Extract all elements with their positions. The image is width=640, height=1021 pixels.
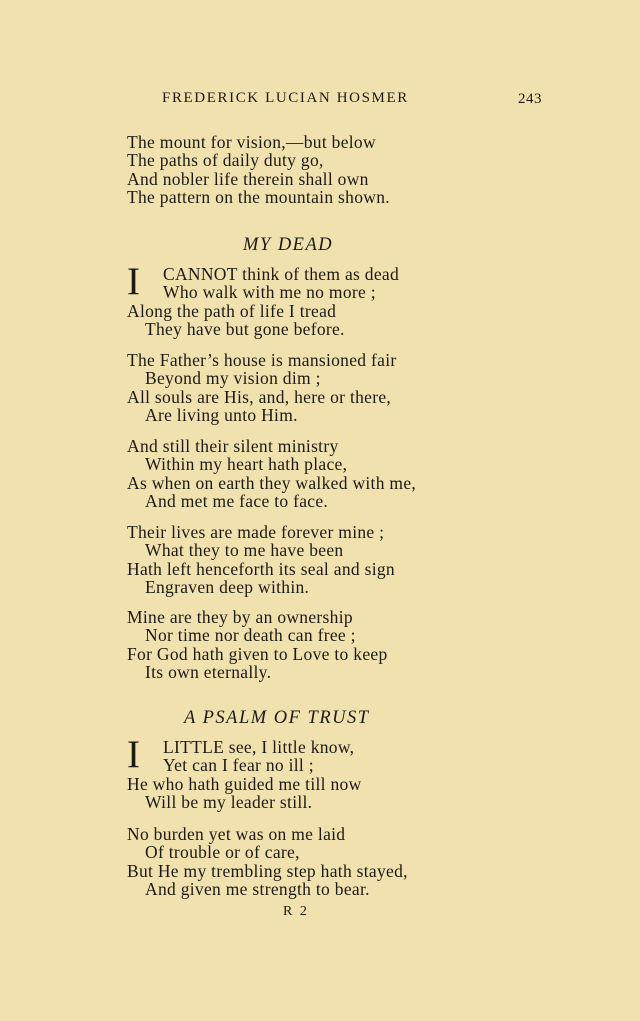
verse-line: No burden yet was on me laid [127, 824, 346, 844]
verse-line: Their lives are made forever mine ; [127, 522, 385, 542]
verse-line: Within my heart hath place, [145, 454, 348, 475]
verse-line: As when on earth they walked with me, [127, 472, 417, 493]
verse-line: CANNOT think of them as dead [163, 264, 400, 284]
verse-line: Hath left henceforth its seal and sign [127, 558, 395, 579]
running-title: FREDERICK LUCIAN HOSMER [162, 90, 409, 106]
poem1-stanza-4 [127, 523, 395, 597]
poem2-stanza-2 [127, 825, 408, 899]
poem1-stanza-3 [127, 437, 416, 511]
verse-line: What they to me have been [145, 540, 344, 561]
verse-line: Its own eternally. [145, 662, 272, 683]
poem-title-my-dead: MY DEAD [243, 235, 334, 255]
verse-line: All souls are His, and, here or there, [127, 386, 392, 407]
verse-line: But He my trembling step hath stayed, [127, 860, 408, 881]
verse-line: Beyond my vision dim ; [145, 368, 321, 389]
verse-line: Of trouble or of care, [145, 842, 300, 863]
verse-line: LITTLE see, I little know, [163, 737, 355, 757]
page-number: 243 [518, 91, 542, 107]
dropcap-block [127, 733, 362, 776]
verse-line: Nor time nor death can free ; [145, 625, 356, 646]
verse-line: Mine are they by an ownership [127, 607, 353, 627]
dropcap-block [127, 260, 400, 303]
poem1-stanza-1 [127, 260, 400, 340]
verse-line: And given me strength to bear. [145, 879, 370, 900]
drop-cap: I [127, 733, 141, 776]
drop-cap: I [127, 260, 141, 303]
verse-line: And nobler life therein shall own [127, 168, 369, 189]
verse-line: Who walk with me no more ; [163, 282, 376, 303]
verse-line: He who hath guided me till now [127, 773, 362, 794]
poem1-stanza-2 [127, 351, 397, 425]
verse-line: Engraven deep within. [145, 577, 310, 598]
verse-line: And met me face to face. [145, 491, 329, 512]
verse-line: They have but gone before. [145, 319, 345, 340]
signature-mark: R 2 [283, 904, 309, 919]
verse-line: For God hath given to Love to keep [127, 643, 388, 664]
poem1-stanza-5 [127, 608, 388, 682]
verse-line: Yet can I fear no ill ; [163, 755, 314, 776]
poem-title-psalm-of-trust: A PSALM OF TRUST [184, 708, 370, 728]
verse-line: The mount for vision,—but below [127, 132, 376, 152]
verse-line: The pattern on the mountain shown. [127, 187, 390, 208]
verse-line: Are living unto Him. [145, 405, 298, 426]
verse-line: And still their silent ministry [127, 436, 339, 456]
verse-line: The Father’s house is mansioned fair [127, 350, 397, 370]
continuation-stanza [127, 133, 390, 207]
verse-line: The paths of daily duty go, [127, 150, 324, 171]
poem2-stanza-1 [127, 733, 362, 813]
verse-line: Will be my leader still. [145, 792, 313, 813]
verse-line: Along the path of life I tread [127, 300, 337, 321]
